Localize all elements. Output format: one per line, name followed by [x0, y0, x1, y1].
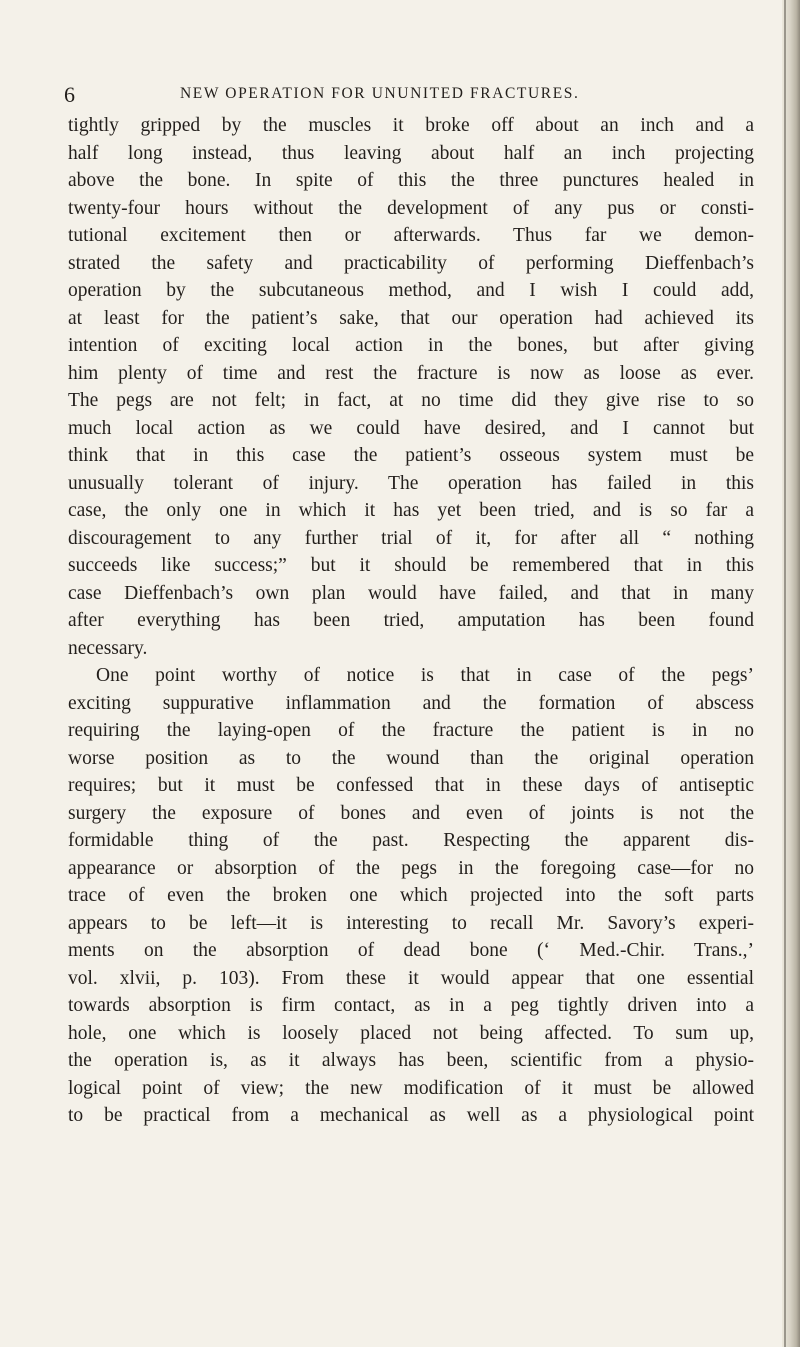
- text-line: hole, one which is loosely placed not being affected. To sum up,: [68, 1022, 754, 1044]
- text-line: after everything has been tried, amputation has been found: [68, 610, 754, 631]
- text-line: operation by the subcutaneous method, and I wish I could add,: [68, 280, 754, 301]
- page-number: 6: [64, 82, 76, 107]
- text-line: case Dieffenbach’s own plan would have failed, and that in many: [68, 582, 754, 604]
- text-line: above the bone. In spite of this the three punctures healed in: [68, 170, 754, 191]
- text-line: requiring the laying-open of the fracture the patient is in no: [68, 720, 754, 741]
- text-line: formidable thing of the past. Respecting the apparent dis-: [68, 830, 754, 851]
- page-edge-line: [784, 0, 786, 1347]
- text-line: ments on the absorption of dead bone (‘ Med.-Chir. Trans.,’: [68, 940, 754, 961]
- paragraph-start-line: One point worthy of notice is that in case of the pegs’: [96, 665, 754, 686]
- text-line: trace of even the broken one which projected into the soft parts: [68, 885, 754, 906]
- text-line: exciting suppurative inflammation and the formation of abscess: [68, 692, 754, 714]
- text-line: him plenty of time and rest the fracture is now as loose as ever.: [68, 362, 754, 384]
- text-line: The pegs are not felt; in fact, at no time did they give rise to so: [68, 390, 754, 411]
- text-line: strated the safety and practicability of performing Dieffenbach’s: [68, 252, 754, 274]
- running-header: [64, 82, 754, 106]
- text-line: succeeds like success;” but it should be remembered that in this: [68, 555, 754, 576]
- body-text: [68, 112, 754, 1130]
- text-line: to be practical from a mechanical as well as a physiological point: [68, 1105, 754, 1126]
- text-line: case, the only one in which it has yet been tried, and is so far a: [68, 500, 754, 521]
- text-line: half long instead, thus leaving about half an inch projecting: [68, 142, 754, 164]
- text-line: think that in this case the patient’s osseous system must be: [68, 445, 754, 466]
- text-line: tightly gripped by the muscles it broke off about an inch and a: [68, 115, 754, 136]
- text-line: unusually tolerant of injury. The operation has failed in this: [68, 472, 754, 494]
- text-line: twenty-four hours without the development of any pus or consti-: [68, 197, 754, 219]
- text-line: at least for the patient’s sake, that our operation had achieved its: [68, 307, 754, 329]
- text-line: requires; but it must be confessed that in these days of antiseptic: [68, 775, 754, 796]
- text-line: the operation is, as it always has been, scientific from a physio-: [68, 1050, 754, 1071]
- text-line: much local action as we could have desired, and I cannot but: [68, 417, 754, 439]
- text-line: appearance or absorption of the pegs in the foregoing case—for no: [68, 857, 754, 879]
- paragraph-end-line: necessary.: [68, 637, 148, 659]
- text-line: logical point of view; the new modification of it must be allowed: [68, 1077, 754, 1099]
- text-line: intention of exciting local action in the bones, but after giving: [68, 335, 754, 356]
- running-title: NEW OPERATION FOR UNUNITED FRACTURES.: [180, 85, 580, 102]
- text-line: worse position as to the wound than the original operation: [68, 747, 754, 769]
- text-line: appears to be left—it is interesting to recall Mr. Savory’s experi-: [68, 912, 754, 934]
- text-line: surgery the exposure of bones and even of joints is not the: [68, 802, 754, 824]
- text-line: tutional excitement then or afterwards. Thus far we demon-: [68, 225, 754, 246]
- text-line: vol. xlvii, p. 103). From these it would appear that one essential: [68, 967, 754, 989]
- text-line: towards absorption is firm contact, as in a peg tightly driven into a: [68, 995, 754, 1016]
- text-line: discouragement to any further trial of it, for after all “ nothing: [68, 527, 754, 549]
